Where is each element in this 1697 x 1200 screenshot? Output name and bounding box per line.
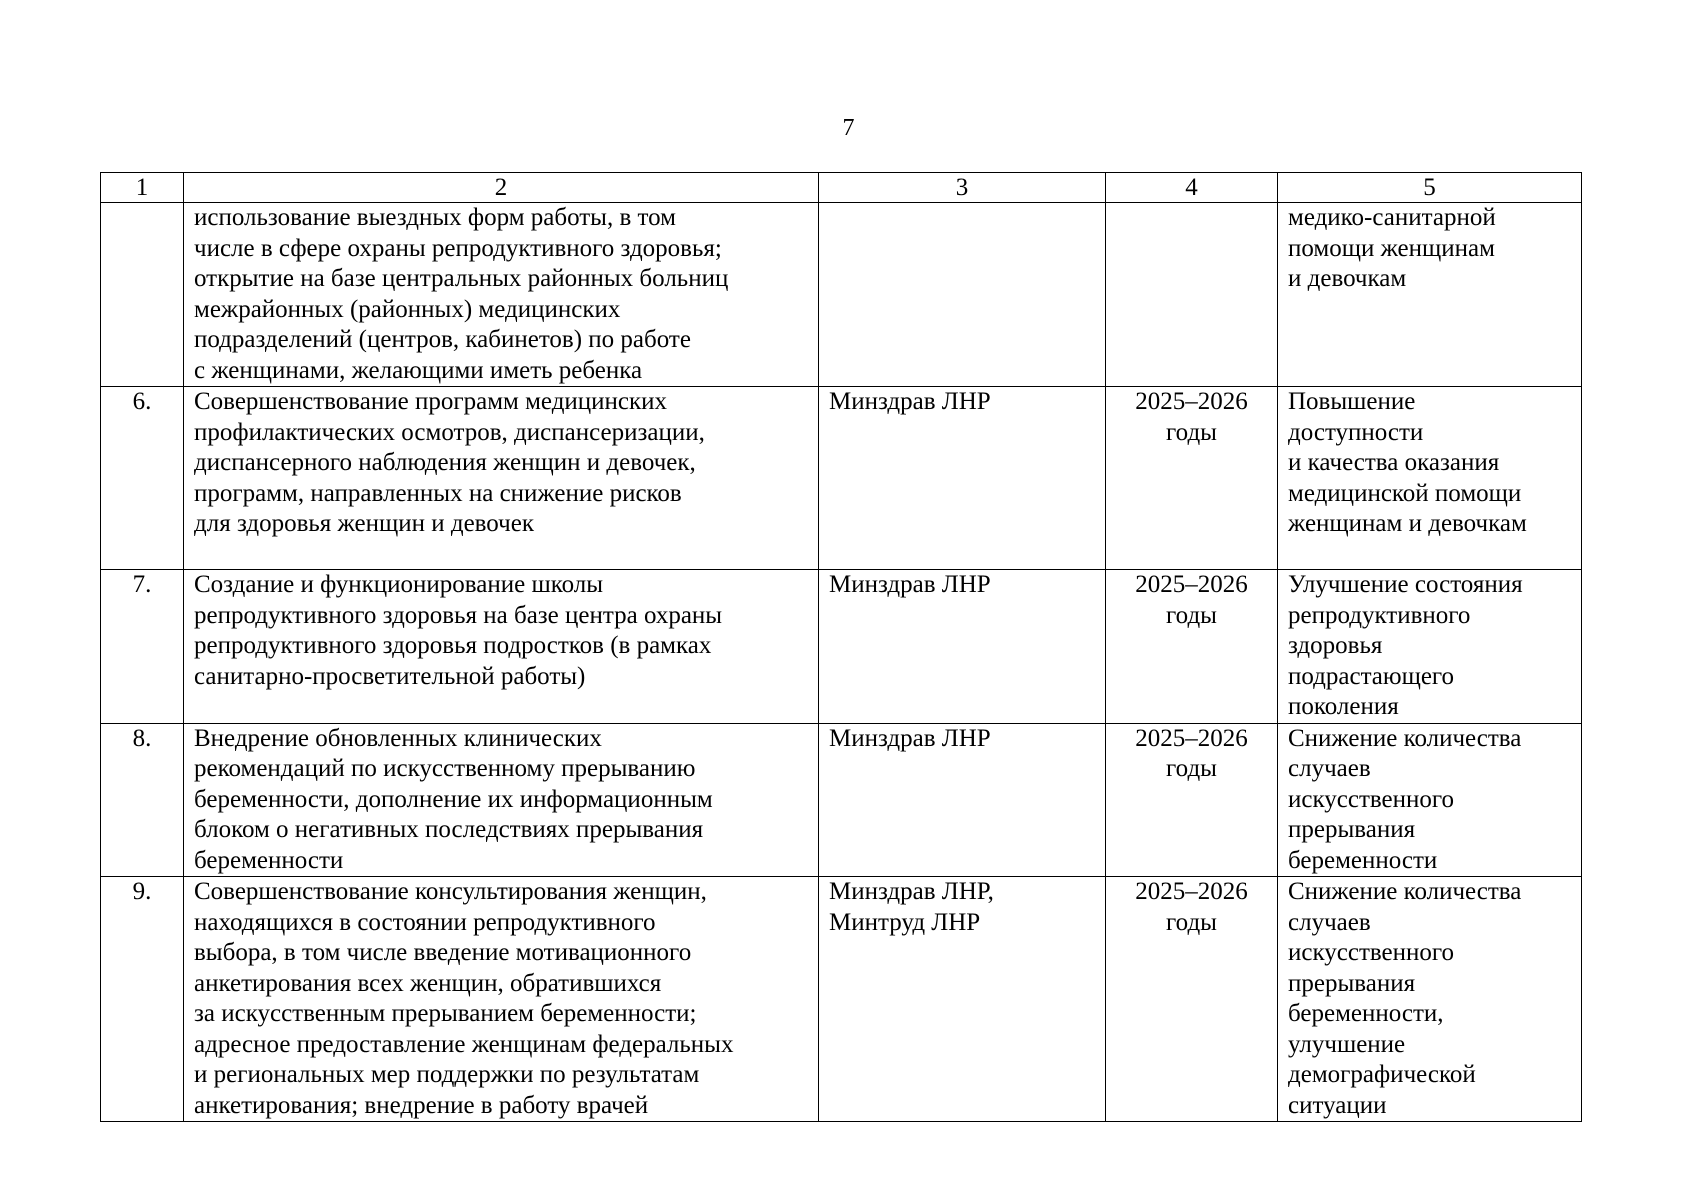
- result-cell: Повышение доступности и качества оказания медицинской помощи женщинам и девочкам: [1278, 387, 1582, 570]
- table-row: [101, 387, 1582, 570]
- period-cell: 2025–2026 годы: [1106, 570, 1278, 724]
- executor-cell: Минздрав ЛНР, Минтруд ЛНР: [819, 877, 1106, 1122]
- result-cell: Улучшение состояния репродуктивного здоровья подрастающего поколения: [1278, 570, 1582, 724]
- executor-cell: Минздрав ЛНР: [819, 570, 1106, 724]
- column-header-1: 1: [101, 173, 184, 203]
- row-number: 8.: [101, 723, 184, 877]
- period-cell: 2025–2026 годы: [1106, 387, 1278, 570]
- activity-cell: Создание и функционирование школы репродуктивного здоровья на базе центра охраны репродуктивного здоровья подростков (в рамках санитарно-просветительной работы): [184, 570, 819, 724]
- row-number: 6.: [101, 387, 184, 570]
- table-row: [101, 877, 1582, 1122]
- period-cell: 2025–2026 годы: [1106, 877, 1278, 1122]
- executor-cell: Минздрав ЛНР: [819, 723, 1106, 877]
- table-row: [101, 203, 1582, 387]
- column-header-2: 2: [184, 173, 819, 203]
- executor-cell: Минздрав ЛНР: [819, 387, 1106, 570]
- activity-cell: Совершенствование программ медицинских профилактических осмотров, диспансеризации, диспансерного наблюдения женщин и девочек, программ, направленных на снижение рисков для здоровья женщин и девочек: [184, 387, 819, 570]
- table-row: [101, 723, 1582, 877]
- activity-cell: Внедрение обновленных клинических рекомендаций по искусственному прерыванию беременности, дополнение их информационным блоком о негативных последствиях прерывания беременности: [184, 723, 819, 877]
- column-header-3: 3: [819, 173, 1106, 203]
- row-number: [101, 203, 184, 387]
- activity-cell: использование выездных форм работы, в том числе в сфере охраны репродуктивного здоровья; открытие на базе центральных районных больниц межрайонных (районных) медицинских подразделений (центров, кабинетов) по работе с женщинами, желающими иметь ребенка: [184, 203, 819, 387]
- result-cell: Снижение количества случаев искусственного прерывания беременности, улучшение демографической ситуации: [1278, 877, 1582, 1122]
- measures-table: [100, 172, 1582, 1122]
- result-cell: Снижение количества случаев искусственного прерывания беременности: [1278, 723, 1582, 877]
- column-header-5: 5: [1278, 173, 1582, 203]
- page-number: 7: [842, 115, 855, 141]
- row-number: 9.: [101, 877, 184, 1122]
- row-number: 7.: [101, 570, 184, 724]
- column-number-row: [101, 173, 1582, 203]
- activity-cell: Совершенствование консультирования женщин, находящихся в состоянии репродуктивного выбора, в том числе введение мотивационного анкетирования всех женщин, обратившихся за искусственным прерыванием беременности; адресное предоставление женщинам федеральных и региональных мер поддержки по результатам анкетирования; внедрение в работу врачей: [184, 877, 819, 1122]
- result-cell: медико-санитарной помощи женщинам и девочкам: [1278, 203, 1582, 387]
- period-cell: [1106, 203, 1278, 387]
- table-row: [101, 570, 1582, 724]
- column-header-4: 4: [1106, 173, 1278, 203]
- period-cell: 2025–2026 годы: [1106, 723, 1278, 877]
- executor-cell: [819, 203, 1106, 387]
